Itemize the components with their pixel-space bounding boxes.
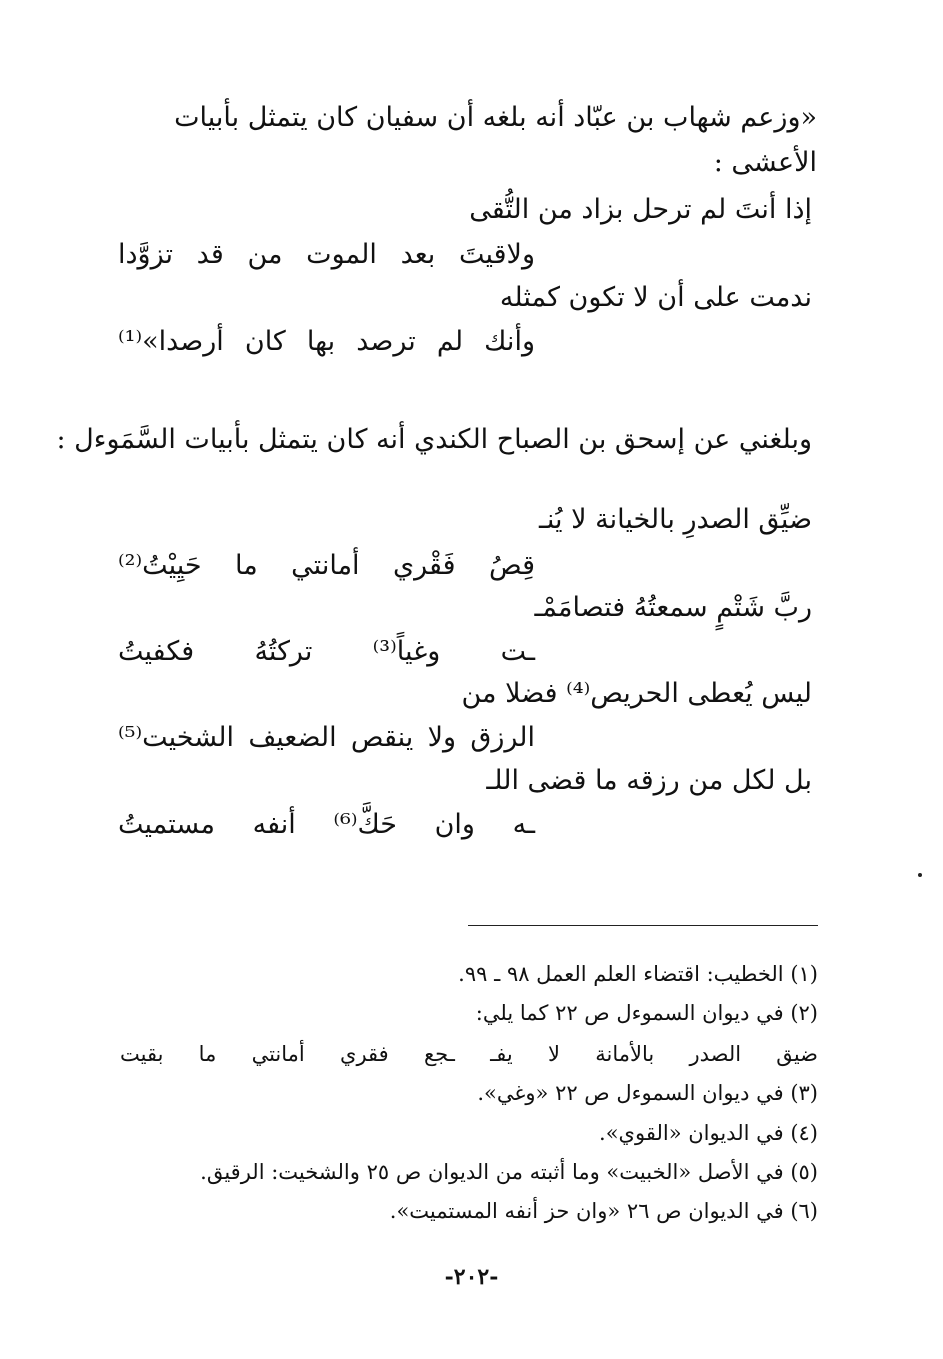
- poem2-verse-4-second: ـه وان حَكَّ⁽⁶⁾ أنفه مستميتُ: [118, 809, 535, 840]
- poem1-verse-2-first: ندمت على أن لا تكون كمثله: [499, 282, 812, 313]
- intro-line-2: الأعشى :: [713, 147, 817, 178]
- footnote-separator: [468, 925, 818, 926]
- poem2-verse-3-first: ليس يُعطى الحريص⁽⁴⁾ فضلا من: [461, 678, 812, 709]
- poem2-verse-2-first: ربَّ شَتْمٍ سمعتُهُ فتصامَمْـ: [534, 592, 812, 623]
- scan-speck: [918, 873, 922, 877]
- poem2-verse-4-first: بل لكل من رزقه ما قضى اللـ: [486, 765, 812, 796]
- footnote-2: (٢) في ديوان السموءل ص ٢٢ كما يلي:: [475, 1001, 818, 1025]
- page-number: -٢٠٢-: [444, 1264, 499, 1290]
- poem1-verse-2-second: وأنك لم ترصد بها كان أرصدا»⁽¹⁾: [118, 326, 535, 357]
- poem2-verse-2-second: ـت وغياً⁽³⁾ تركتُهُ فكفيتُ: [118, 636, 536, 667]
- footnote-4: (٤) في الديوان «القوي».: [599, 1121, 818, 1145]
- footnote-2-verse: ضيق الصدر بالأمانة لا يفـ ـجع فقري أمانتي ما بقيت: [120, 1042, 818, 1066]
- footnote-5: (٥) في الأصل «الخبيت» وما أثبته من الديوان ص ٢٥ والشخيت: الرقيق.: [200, 1160, 818, 1184]
- poem2-verse-1-first: ضيِّق الصدرِ بالخيانة لا يُنـ: [538, 504, 812, 535]
- poem2-verse-1-second: قِصُ فَقْري أمانتي ما حَيِيْتُ⁽²⁾: [118, 550, 535, 581]
- footnote-1: (١) الخطيب: اقتضاء العلم العمل ٩٨ ـ ٩٩.: [458, 962, 818, 986]
- intro-line-1: «وزعم شهاب بن عبّاد أنه بلغه أن سفيان كان يتمثل بأبيات: [174, 102, 817, 133]
- poem2-verse-3-second: الرزق ولا ينقص الضعيف الشخيت⁽⁵⁾: [118, 722, 535, 753]
- footnote-3: (٣) في ديوان السموءل ص ٢٢ «وغي».: [477, 1081, 818, 1105]
- poem1-verse-1-first: إذا أنتَ لم ترحل بزاد من التُّقى: [469, 194, 812, 225]
- footnote-6: (٦) في الديوان ص ٢٦ «وان حز أنفه المستميت».: [389, 1199, 818, 1223]
- intro-line-3: وبلغني عن إسحق بن الصباح الكندي أنه كان يتمثل بأبيات السَّمَوءل :: [56, 424, 812, 455]
- poem1-verse-1-second: ولاقيتَ بعد الموت من قد تزوَّدا: [118, 239, 535, 270]
